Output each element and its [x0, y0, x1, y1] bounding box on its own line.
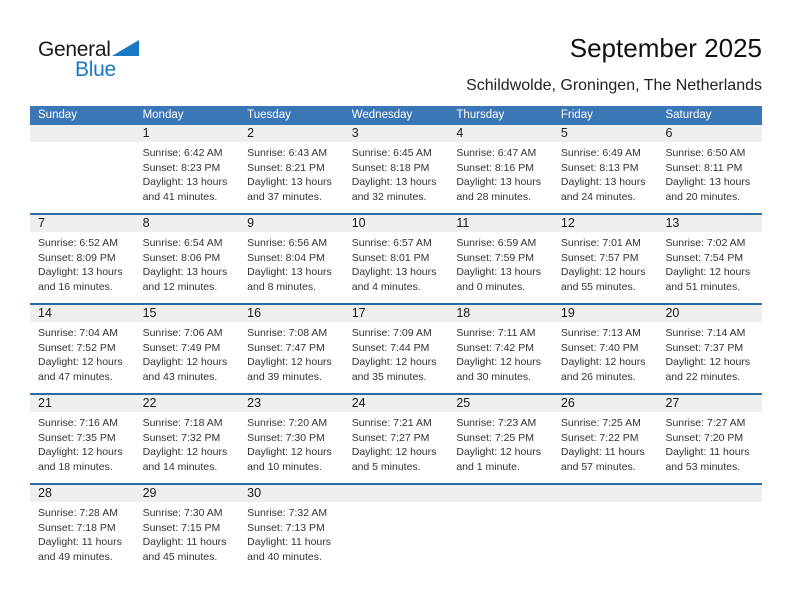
daylight-text-line1: Daylight: 13 hours: [456, 266, 541, 279]
daylight-text-line2: and 53 minutes.: [665, 460, 741, 473]
week-row-3: [30, 303, 762, 393]
day-cell-17: [344, 305, 449, 393]
sunrise-text: Sunrise: 6:49 AM: [560, 147, 641, 159]
day-cell-5: [553, 125, 658, 213]
sunrise-text: Sunrise: 7:01 AM: [560, 237, 641, 249]
week-row-5: [30, 483, 762, 573]
daylight-text-line2: and 18 minutes.: [38, 460, 113, 473]
daylight-text-line1: Daylight: 12 hours: [560, 266, 646, 279]
sunset-text: Sunset: 7:57 PM: [560, 251, 639, 264]
daylight-text-line1: Daylight: 12 hours: [665, 356, 751, 369]
day-number: 13: [657, 215, 762, 232]
day-cell-25: [448, 395, 553, 483]
sunset-text: Sunset: 8:23 PM: [142, 161, 221, 174]
day-info: [448, 322, 553, 384]
sunrise-text: Sunrise: 7:06 AM: [142, 327, 223, 339]
daylight-text-line1: Daylight: 12 hours: [38, 446, 123, 459]
day-number: [657, 485, 762, 502]
weekday-header-wednesday: Wednesday: [351, 109, 413, 121]
day-number: 17: [344, 305, 449, 322]
weekday-header-thursday: Thursday: [456, 109, 505, 121]
day-number: [30, 125, 135, 142]
day-number: 10: [344, 215, 449, 232]
day-info: [30, 502, 135, 564]
daylight-text-line2: and 10 minutes.: [247, 460, 322, 473]
sunset-text: Sunset: 7:37 PM: [665, 341, 744, 354]
sunset-text: Sunset: 8:13 PM: [560, 161, 639, 174]
day-number: 20: [657, 305, 762, 322]
sunrise-text: Sunrise: 6:50 AM: [665, 147, 746, 159]
day-number: 25: [448, 395, 553, 412]
logo-triangle-icon: [112, 40, 139, 56]
day-number: 23: [239, 395, 344, 412]
daylight-text-line2: and 28 minutes.: [456, 190, 532, 203]
day-cell-8: [135, 215, 240, 303]
sunrise-text: Sunrise: 7:32 AM: [247, 507, 328, 519]
sunset-text: Sunset: 7:22 PM: [560, 431, 639, 444]
day-cell-empty: [553, 485, 658, 573]
day-number: 16: [239, 305, 344, 322]
day-number: 5: [553, 125, 658, 142]
sunrise-text: Sunrise: 6:47 AM: [456, 147, 537, 159]
sunrise-text: Sunrise: 7:02 AM: [665, 237, 746, 249]
daylight-text-line2: and 39 minutes.: [247, 370, 322, 383]
sunset-text: Sunset: 7:47 PM: [247, 341, 325, 354]
daylight-text-line1: Daylight: 12 hours: [665, 266, 751, 279]
day-cell-2: [239, 125, 344, 213]
day-info: [30, 232, 135, 294]
sunset-text: Sunset: 7:32 PM: [142, 431, 221, 444]
day-number: 22: [135, 395, 240, 412]
daylight-text-line2: and 24 minutes.: [560, 190, 636, 203]
daylight-text-line1: Daylight: 13 hours: [247, 266, 332, 279]
weekday-header-friday: Friday: [560, 109, 593, 121]
sunrise-text: Sunrise: 6:45 AM: [351, 147, 432, 159]
day-cell-13: [657, 215, 762, 303]
day-number: 19: [553, 305, 658, 322]
daylight-text-line1: Daylight: 11 hours: [38, 536, 122, 549]
day-cell-empty: [344, 485, 449, 573]
day-info: [657, 232, 762, 294]
daylight-text-line1: Daylight: 13 hours: [142, 176, 228, 189]
day-number: 28: [30, 485, 135, 502]
day-info: [657, 142, 762, 204]
day-number: 27: [657, 395, 762, 412]
day-number: 18: [448, 305, 553, 322]
sunrise-text: Sunrise: 7:09 AM: [351, 327, 432, 339]
day-info: [657, 322, 762, 384]
day-info: [344, 232, 449, 294]
day-info: [239, 412, 344, 474]
daylight-text-line2: and 20 minutes.: [665, 190, 741, 203]
day-info: [239, 232, 344, 294]
day-number: 14: [30, 305, 135, 322]
sunset-text: Sunset: 7:49 PM: [142, 341, 221, 354]
sunset-text: Sunset: 7:18 PM: [38, 521, 116, 534]
day-number: 21: [30, 395, 135, 412]
day-number: [344, 485, 449, 502]
daylight-text-line2: and 22 minutes.: [665, 370, 741, 383]
daylight-text-line2: and 51 minutes.: [665, 280, 741, 293]
day-cell-14: [30, 305, 135, 393]
day-info: [135, 502, 240, 564]
sunset-text: Sunset: 8:21 PM: [247, 161, 325, 174]
sunrise-text: Sunrise: 7:04 AM: [38, 327, 118, 339]
day-info: [448, 142, 553, 204]
day-cell-15: [135, 305, 240, 393]
sunset-text: Sunset: 7:13 PM: [247, 521, 325, 534]
daylight-text-line1: Daylight: 12 hours: [142, 356, 228, 369]
daylight-text-line2: and 26 minutes.: [560, 370, 636, 383]
sunrise-text: Sunrise: 7:21 AM: [351, 417, 432, 429]
daylight-text-line1: Daylight: 11 hours: [560, 446, 645, 459]
day-cell-9: [239, 215, 344, 303]
day-number: 7: [30, 215, 135, 232]
sunrise-text: Sunrise: 7:27 AM: [665, 417, 746, 429]
sunset-text: Sunset: 7:30 PM: [247, 431, 325, 444]
day-number: 8: [135, 215, 240, 232]
sunrise-text: Sunrise: 7:18 AM: [142, 417, 223, 429]
daylight-text-line2: and 57 minutes.: [560, 460, 636, 473]
daylight-text-line1: Daylight: 11 hours: [665, 446, 750, 459]
day-number: [448, 485, 553, 502]
week-row-2: [30, 213, 762, 303]
daylight-text-line1: Daylight: 13 hours: [142, 266, 228, 279]
day-info: [448, 232, 553, 294]
daylight-text-line2: and 41 minutes.: [142, 190, 218, 203]
day-info: [135, 232, 240, 294]
daylight-text-line1: Daylight: 13 hours: [456, 176, 541, 189]
sunset-text: Sunset: 8:06 PM: [142, 251, 221, 264]
day-info: [657, 412, 762, 474]
general-blue-logo: [38, 38, 139, 82]
week-row-4: [30, 393, 762, 483]
day-cell-1: [135, 125, 240, 213]
daylight-text-line2: and 32 minutes.: [351, 190, 427, 203]
daylight-text-line2: and 1 minute.: [456, 460, 520, 473]
day-cell-empty: [448, 485, 553, 573]
sunset-text: Sunset: 7:15 PM: [142, 521, 221, 534]
sunrise-text: Sunrise: 7:23 AM: [456, 417, 537, 429]
daylight-text-line1: Daylight: 12 hours: [38, 356, 123, 369]
day-cell-18: [448, 305, 553, 393]
daylight-text-line2: and 45 minutes.: [142, 550, 218, 563]
day-cell-7: [30, 215, 135, 303]
day-number: 29: [135, 485, 240, 502]
daylight-text-line2: and 40 minutes.: [247, 550, 322, 563]
daylight-text-line2: and 4 minutes.: [351, 280, 421, 293]
sunrise-text: Sunrise: 7:25 AM: [560, 417, 641, 429]
day-info: [344, 322, 449, 384]
day-cell-29: [135, 485, 240, 573]
sunset-text: Sunset: 8:11 PM: [665, 161, 743, 174]
day-cell-24: [344, 395, 449, 483]
day-number: 2: [239, 125, 344, 142]
daylight-text-line1: Daylight: 11 hours: [247, 536, 332, 549]
daylight-text-line1: Daylight: 13 hours: [560, 176, 646, 189]
day-number: 6: [657, 125, 762, 142]
daylight-text-line1: Daylight: 13 hours: [38, 266, 123, 279]
day-info: [30, 322, 135, 384]
sunset-text: Sunset: 7:59 PM: [456, 251, 534, 264]
day-number: 26: [553, 395, 658, 412]
location-subtitle: Schildwolde, Groningen, The Netherlands: [466, 77, 762, 94]
day-info: [135, 412, 240, 474]
day-info: [135, 322, 240, 384]
sunset-text: Sunset: 7:42 PM: [456, 341, 534, 354]
sunrise-text: Sunrise: 6:59 AM: [456, 237, 537, 249]
day-number: 24: [344, 395, 449, 412]
daylight-text-line1: Daylight: 13 hours: [665, 176, 751, 189]
daylight-text-line2: and 49 minutes.: [38, 550, 113, 563]
day-cell-27: [657, 395, 762, 483]
sunset-text: Sunset: 8:09 PM: [38, 251, 116, 264]
sunrise-text: Sunrise: 7:11 AM: [456, 327, 536, 339]
sunset-text: Sunset: 7:44 PM: [351, 341, 430, 354]
daylight-text-line1: Daylight: 13 hours: [351, 266, 437, 279]
day-cell-3: [344, 125, 449, 213]
day-info: [30, 412, 135, 474]
calendar-grid: [30, 125, 762, 573]
sunrise-text: Sunrise: 7:28 AM: [38, 507, 118, 519]
daylight-text-line1: Daylight: 12 hours: [456, 356, 541, 369]
sunrise-text: Sunrise: 7:20 AM: [247, 417, 328, 429]
day-info: [135, 142, 240, 204]
day-cell-11: [448, 215, 553, 303]
logo-text-blue: Blue: [75, 58, 116, 81]
sunset-text: Sunset: 8:01 PM: [351, 251, 430, 264]
day-cell-28: [30, 485, 135, 573]
sunrise-text: Sunrise: 6:43 AM: [247, 147, 328, 159]
day-number: 3: [344, 125, 449, 142]
day-number: 30: [239, 485, 344, 502]
day-number: 15: [135, 305, 240, 322]
day-info: [553, 232, 658, 294]
sunrise-text: Sunrise: 6:57 AM: [351, 237, 432, 249]
sunset-text: Sunset: 8:04 PM: [247, 251, 325, 264]
daylight-text-line2: and 14 minutes.: [142, 460, 218, 473]
logo-text-general: General: [38, 38, 111, 61]
daylight-text-line2: and 5 minutes.: [351, 460, 421, 473]
weekday-header-saturday: Saturday: [665, 109, 712, 121]
daylight-text-line1: Daylight: 12 hours: [560, 356, 646, 369]
day-cell-20: [657, 305, 762, 393]
sunrise-text: Sunrise: 7:14 AM: [665, 327, 746, 339]
day-cell-empty: [30, 125, 135, 213]
daylight-text-line2: and 12 minutes.: [142, 280, 218, 293]
daylight-text-line2: and 8 minutes.: [247, 280, 317, 293]
sunset-text: Sunset: 7:27 PM: [351, 431, 430, 444]
day-cell-30: [239, 485, 344, 573]
day-info: [553, 322, 658, 384]
day-cell-4: [448, 125, 553, 213]
daylight-text-line1: Daylight: 13 hours: [351, 176, 437, 189]
day-cell-6: [657, 125, 762, 213]
weekday-header-monday: Monday: [142, 109, 184, 121]
weekday-header-sunday: Sunday: [38, 109, 78, 121]
daylight-text-line2: and 43 minutes.: [142, 370, 218, 383]
day-info: [239, 142, 344, 204]
day-cell-19: [553, 305, 658, 393]
day-number: 1: [135, 125, 240, 142]
sunset-text: Sunset: 7:52 PM: [38, 341, 116, 354]
day-cell-12: [553, 215, 658, 303]
day-number: 11: [448, 215, 553, 232]
sunset-text: Sunset: 7:40 PM: [560, 341, 639, 354]
week-row-1: [30, 125, 762, 213]
sunset-text: Sunset: 8:16 PM: [456, 161, 534, 174]
sunset-text: Sunset: 8:18 PM: [351, 161, 430, 174]
sunrise-text: Sunrise: 7:30 AM: [142, 507, 223, 519]
day-cell-22: [135, 395, 240, 483]
sunset-text: Sunset: 7:20 PM: [665, 431, 744, 444]
daylight-text-line1: Daylight: 12 hours: [351, 356, 437, 369]
weekday-header-tuesday: Tuesday: [247, 109, 291, 121]
daylight-text-line2: and 47 minutes.: [38, 370, 113, 383]
daylight-text-line2: and 55 minutes.: [560, 280, 636, 293]
day-info: [344, 412, 449, 474]
day-cell-10: [344, 215, 449, 303]
day-number: [553, 485, 658, 502]
sunrise-text: Sunrise: 6:42 AM: [142, 147, 223, 159]
sunrise-text: Sunrise: 6:52 AM: [38, 237, 118, 249]
day-info: [344, 142, 449, 204]
daylight-text-line1: Daylight: 12 hours: [247, 446, 332, 459]
weekday-header-row: [30, 106, 762, 125]
sunset-text: Sunset: 7:35 PM: [38, 431, 116, 444]
calendar-table: [30, 106, 762, 573]
day-info: [553, 142, 658, 204]
sunrise-text: Sunrise: 7:08 AM: [247, 327, 328, 339]
daylight-text-line1: Daylight: 12 hours: [351, 446, 437, 459]
daylight-text-line2: and 30 minutes.: [456, 370, 532, 383]
day-number: 9: [239, 215, 344, 232]
sunset-text: Sunset: 7:54 PM: [665, 251, 744, 264]
daylight-text-line2: and 35 minutes.: [351, 370, 427, 383]
daylight-text-line2: and 16 minutes.: [38, 280, 113, 293]
sunrise-text: Sunrise: 7:13 AM: [560, 327, 641, 339]
page-title: September 2025: [569, 33, 762, 63]
daylight-text-line1: Daylight: 12 hours: [142, 446, 228, 459]
day-cell-26: [553, 395, 658, 483]
daylight-text-line1: Daylight: 11 hours: [142, 536, 227, 549]
day-info: [239, 322, 344, 384]
day-cell-23: [239, 395, 344, 483]
daylight-text-line1: Daylight: 12 hours: [247, 356, 332, 369]
daylight-text-line1: Daylight: 12 hours: [456, 446, 541, 459]
day-cell-empty: [657, 485, 762, 573]
daylight-text-line2: and 37 minutes.: [247, 190, 322, 203]
day-cell-21: [30, 395, 135, 483]
day-cell-16: [239, 305, 344, 393]
day-info: [448, 412, 553, 474]
day-number: 12: [553, 215, 658, 232]
sunrise-text: Sunrise: 6:54 AM: [142, 237, 223, 249]
daylight-text-line1: Daylight: 13 hours: [247, 176, 332, 189]
sunset-text: Sunset: 7:25 PM: [456, 431, 534, 444]
day-info: [553, 412, 658, 474]
day-info: [239, 502, 344, 564]
day-number: 4: [448, 125, 553, 142]
sunrise-text: Sunrise: 6:56 AM: [247, 237, 328, 249]
daylight-text-line2: and 0 minutes.: [456, 280, 526, 293]
sunrise-text: Sunrise: 7:16 AM: [38, 417, 118, 429]
